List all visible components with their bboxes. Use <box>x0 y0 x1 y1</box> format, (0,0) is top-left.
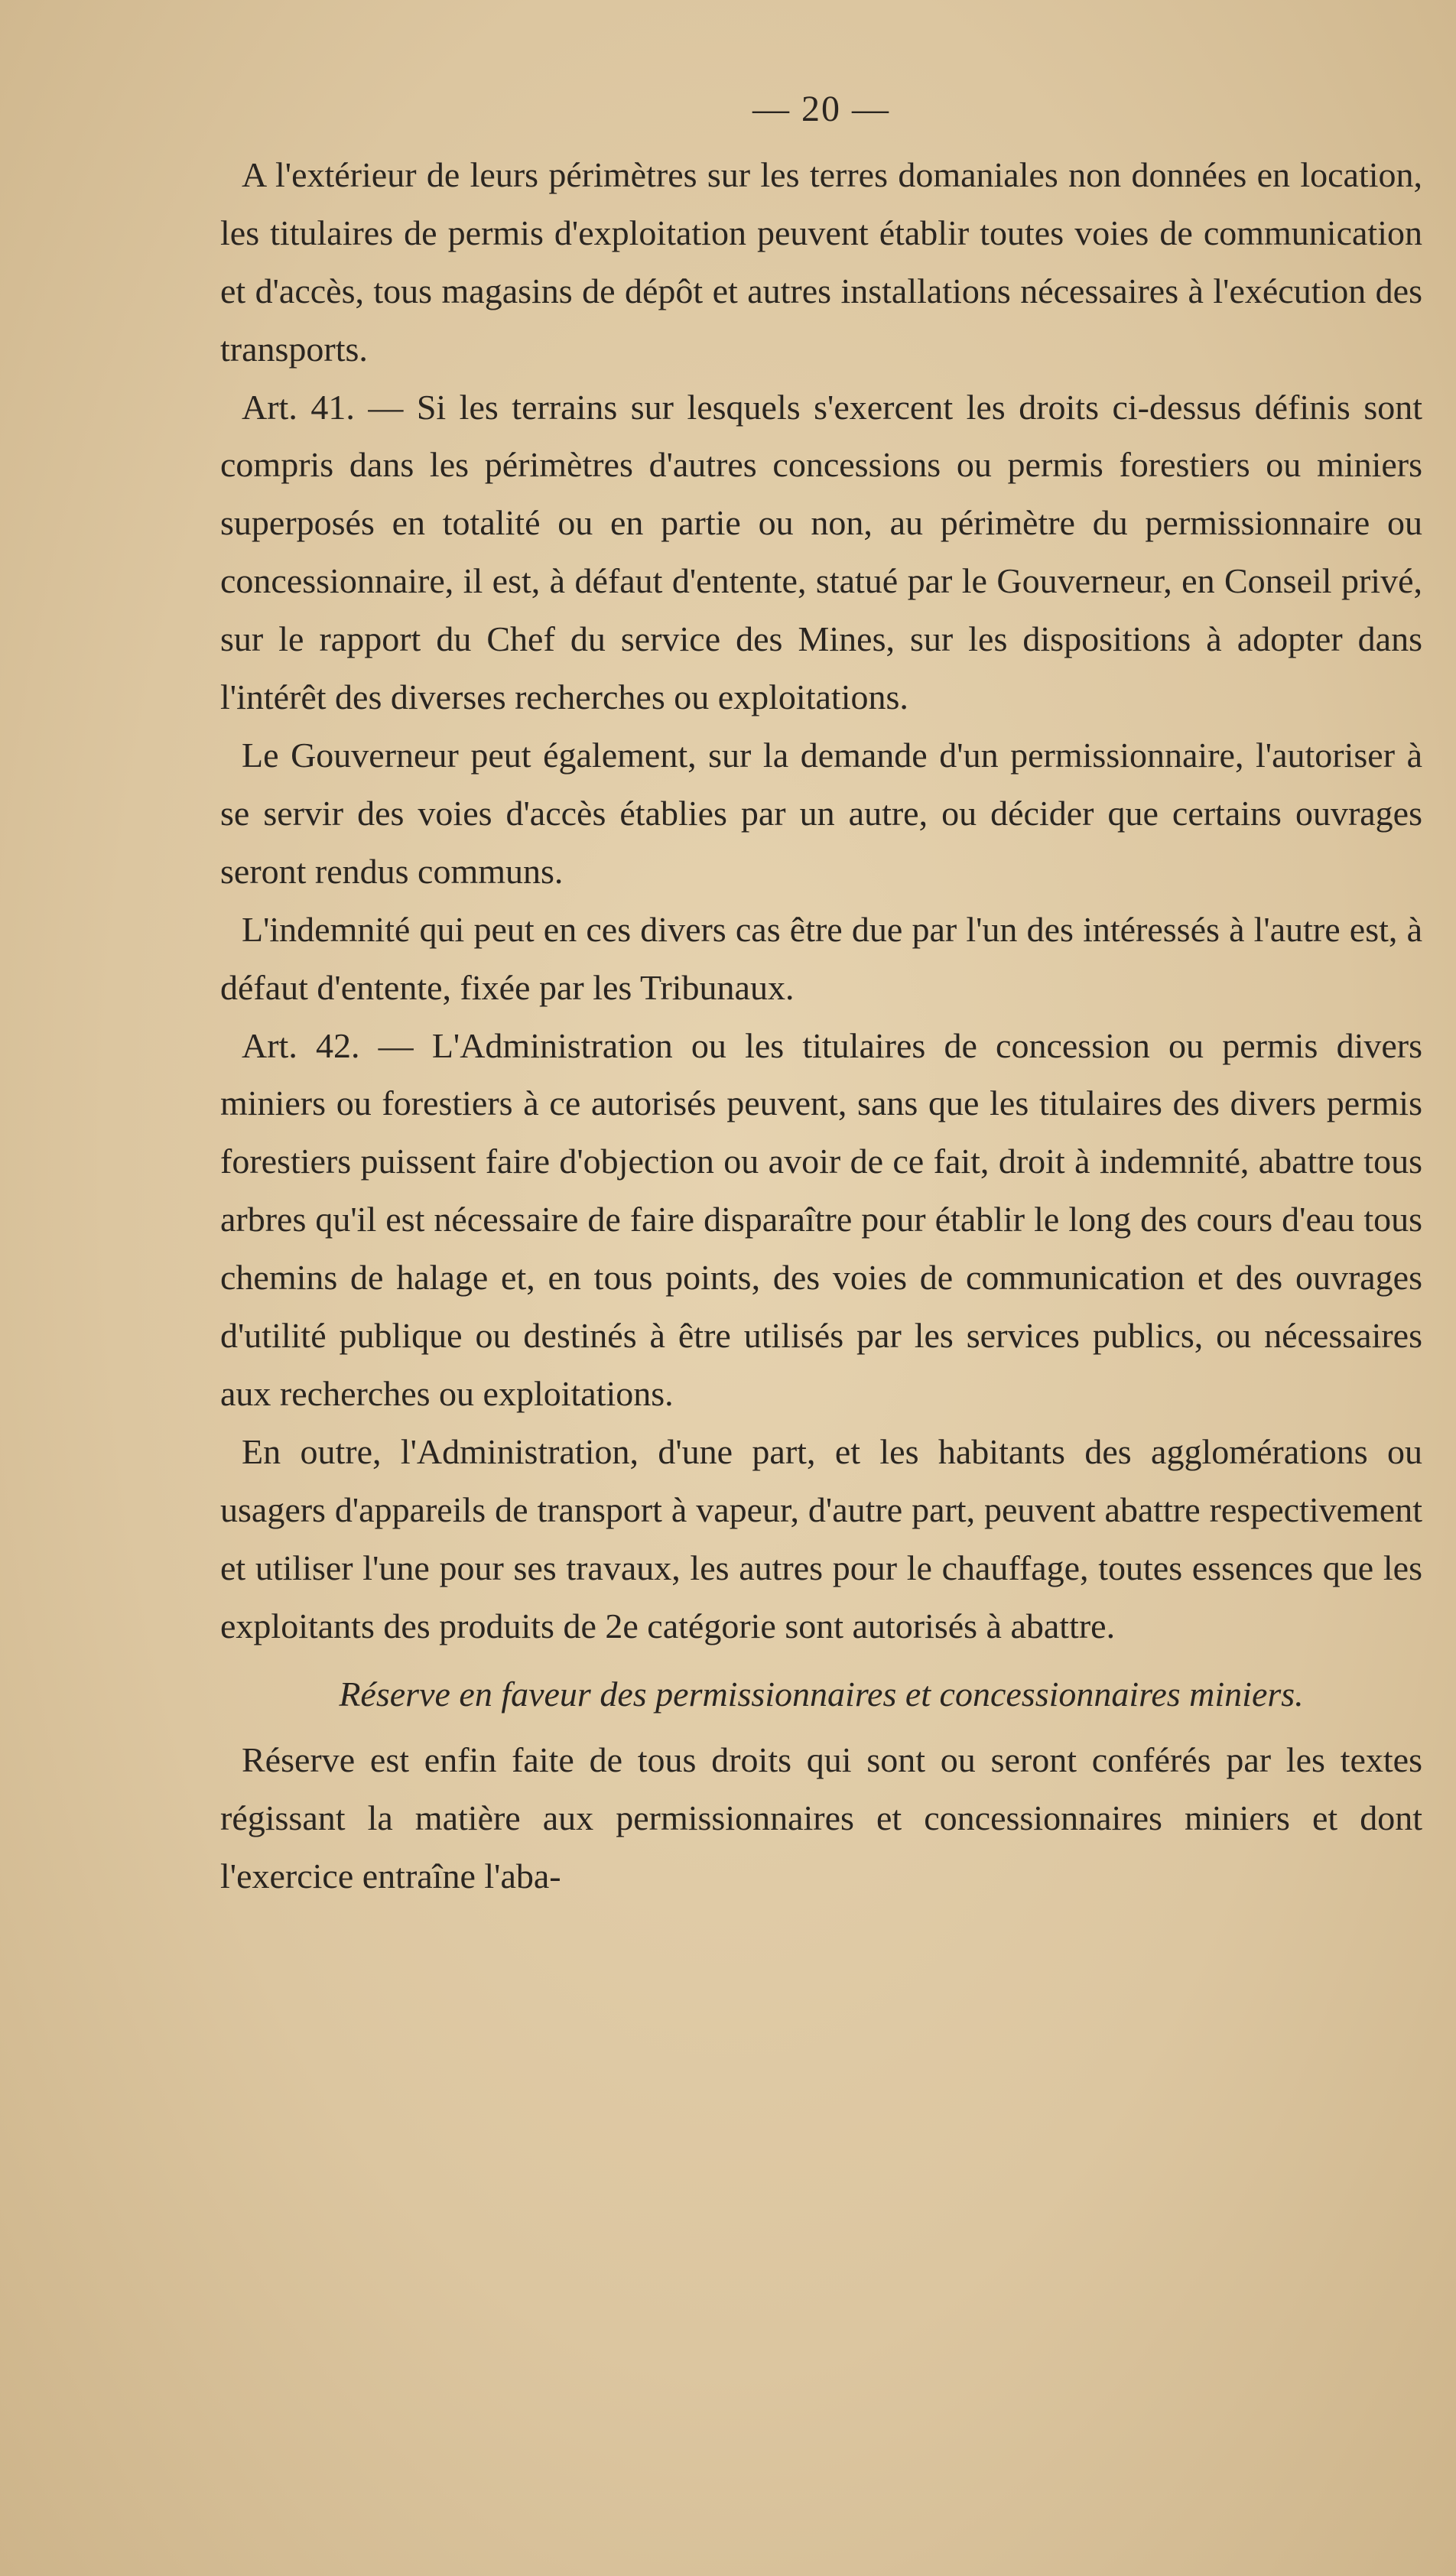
text-column <box>220 80 1422 1905</box>
page-number: — 20 — <box>752 89 890 129</box>
paragraph-reserve: Réserve est enfin faite de tous droits qui sont ou seront conférés par les textes régissant la matière aux permissionnaires et concessionnaires miniers et dont l'exercice entraîne l'aba- <box>220 1740 1422 1896</box>
paragraph-article-42: Art. 42. — L'Administration ou les titulaires de concession ou permis divers miniers ou forestiers à ce autorisés peuvent, sans que les titulaires des divers permis forestiers puissent faire d'objection ou avoir de ce fait, droit à indemnité, abattre tous arbres qu'il est nécessaire de faire disparaître pour établir le long des cours d'eau tous chemins de halage et, en tous points, des voies de communication et des ouvrages d'utilité publique ou destinés à être utilisés par les services publics, ou nécessaires aux recherches ou exploitations. <box>220 1025 1422 1413</box>
section-heading: Réserve en faveur des permissionnaires et concessionnaires miniers. <box>339 1675 1304 1714</box>
paragraph-indemnite: L'indemnité qui peut en ces divers cas être due par l'un des intéressés à l'autre est, à défaut d'entente, fixée par les Tribunaux. <box>220 909 1422 1007</box>
paragraph-exterior-perimeters: A l'extérieur de leurs périmètres sur les terres domaniales non données en location, les titulaires de permis d'exploitation peuvent établir toutes voies de communication et d'accès, tous magasins de dépôt et autres installations nécessaires à l'exécution des transports. <box>220 154 1422 369</box>
paragraph-gouverneur-autorisation: Le Gouverneur peut également, sur la demande d'un permissionnaire, l'autoriser à se servir des voies d'accès établies par un autre, ou décider que certains ouvrages seront rendus communs. <box>220 735 1422 891</box>
paragraph-article-41: Art. 41. — Si les terrains sur lesquels s'exercent les droits ci-dessus définis sont compris dans les périmètres d'autres concessions ou permis forestiers ou miniers superposés en totalité ou en partie ou non, au périmètre du permissionnaire ou concessionnaire, il est, à défaut d'entente, statué par le Gouverneur, en Conseil privé, sur le rapport du Chef du service des Mines, sur les dispositions à adopter dans l'intérêt des diverses recherches ou exploitations. <box>220 387 1422 717</box>
paragraph-en-outre: En outre, l'Administration, d'une part, et les habitants des agglomérations ou usagers d'appareils de transport à vapeur, d'autre part, peuvent abattre respectivement et utiliser l'une pour ses travaux, les autres pour le chauffage, toutes essences que les exploitants des produits de 2e catégorie sont autorisés à abattre. <box>220 1431 1422 1645</box>
